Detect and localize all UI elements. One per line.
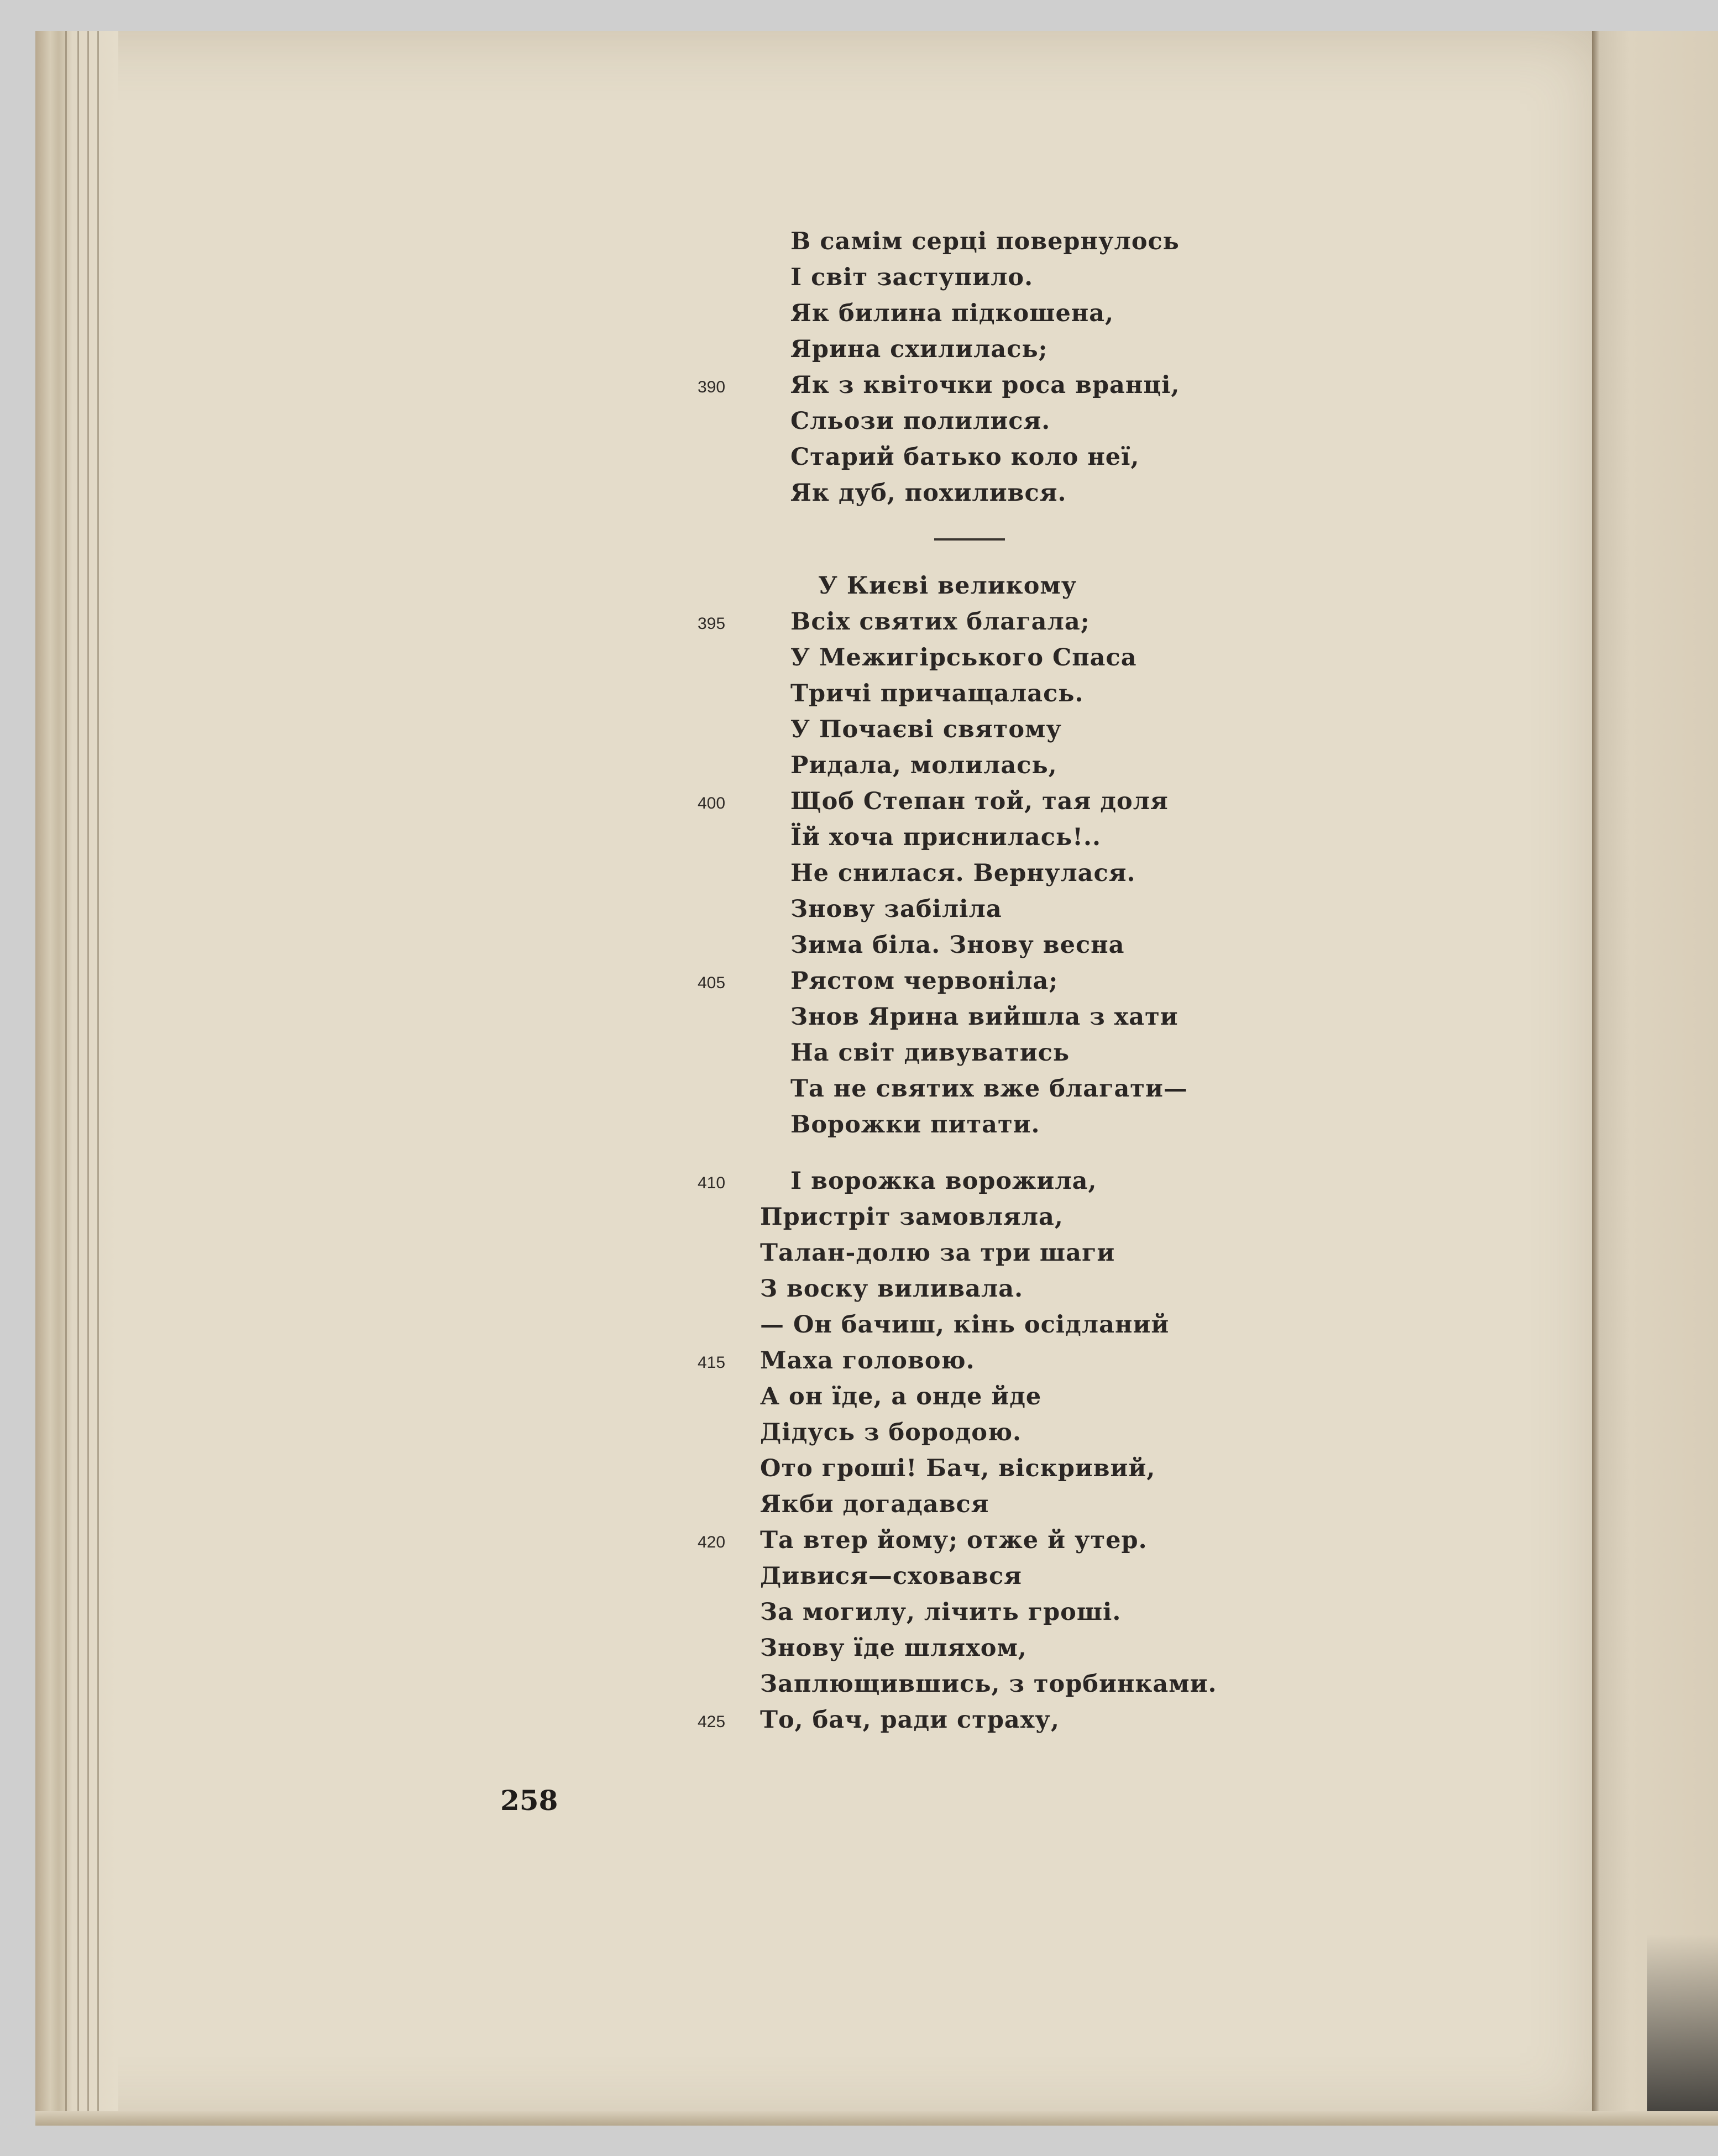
verse-line: Знову забіліла	[790, 895, 1002, 923]
line-number: 390	[698, 378, 726, 396]
next-page-edge	[1592, 31, 1718, 2126]
verse-line: Та втер йому; отже й утер.	[760, 1526, 1148, 1554]
verse-line: Дивися—сховався	[760, 1562, 1022, 1590]
line-number: 420	[698, 1533, 726, 1551]
verse-line: Старий батько коло неї,	[790, 443, 1140, 471]
binding-line	[87, 31, 89, 2126]
section-divider	[934, 538, 1005, 541]
line-number: 405	[698, 974, 726, 992]
verse-line: Рястом червоніла;	[790, 967, 1059, 995]
book-binding-edge	[35, 31, 118, 2126]
verse-line: Знову їде шляхом,	[760, 1634, 1027, 1662]
verse-line: — Он бачиш, кінь осідланий	[760, 1311, 1170, 1339]
verse-line: У Києві великому	[818, 572, 1077, 600]
verse-line: Сльози полилися.	[790, 407, 1051, 435]
binding-line	[77, 31, 79, 2126]
verse-line: У Межигірського Спаса	[790, 644, 1137, 672]
verse-line: То, бач, ради страху,	[760, 1706, 1060, 1734]
verse-line: Як дуб, похилився.	[790, 479, 1067, 507]
verse-line: Пристріт замовляла,	[760, 1203, 1064, 1231]
verse-line: Всіх святих благала;	[790, 608, 1090, 636]
next-page-shadow	[1647, 1934, 1718, 2126]
line-number: 415	[698, 1354, 726, 1372]
verse-line: Та не святих вже благати—	[790, 1075, 1188, 1103]
line-number: 425	[698, 1713, 726, 1731]
verse-line: Заплющившись, з торбинками.	[760, 1670, 1217, 1698]
verse-line: І ворожка ворожила,	[790, 1167, 1097, 1195]
verse-line: І світ заступило.	[790, 264, 1034, 291]
verse-line: А он їде, а онде йде	[760, 1383, 1042, 1410]
line-number: 395	[698, 615, 726, 633]
page-number: 258	[500, 1784, 558, 1817]
verse-line: На світ дивуватись	[790, 1039, 1070, 1067]
verse-line: Знов Ярина вийшла з хати	[790, 1003, 1178, 1031]
binding-line	[65, 31, 67, 2126]
verse-line: Ворожки питати.	[790, 1111, 1040, 1139]
line-number: 400	[698, 794, 726, 812]
verse-line: З воску виливала.	[760, 1275, 1024, 1303]
verse-line: Ридала, молилась,	[790, 752, 1057, 779]
verse-line: За могилу, лічить гроші.	[760, 1598, 1122, 1626]
verse-line: Їй хоча приснилась!..	[790, 823, 1101, 851]
verse-line: Не снилася. Вернулася.	[790, 859, 1136, 887]
verse-line: Як з квіточки роса вранці,	[790, 371, 1180, 399]
verse-line: Щоб Степан той, тая доля	[790, 788, 1169, 815]
verse-line: Дідусь з бородою.	[760, 1419, 1022, 1446]
page-bottom-edge	[35, 2111, 1718, 2126]
binding-line	[97, 31, 99, 2126]
verse-line: Ото гроші! Бач, віскривий,	[760, 1455, 1156, 1482]
verse-line: Зима біла. Знову весна	[790, 931, 1125, 959]
verse-line: У Почаєві святому	[790, 716, 1062, 743]
verse-line: Ярина схилилась;	[790, 335, 1048, 363]
verse-line: В самім серці повернулось	[790, 228, 1180, 255]
line-number: 410	[698, 1174, 726, 1192]
verse-line: Маха головою.	[760, 1347, 975, 1375]
verse-line: Як билина підкошена,	[790, 300, 1114, 327]
verse-line: Талан-долю за три шаги	[760, 1239, 1115, 1267]
verse-line: Якби догадався	[760, 1491, 989, 1518]
verse-line: Тричі причащалась.	[790, 680, 1084, 707]
